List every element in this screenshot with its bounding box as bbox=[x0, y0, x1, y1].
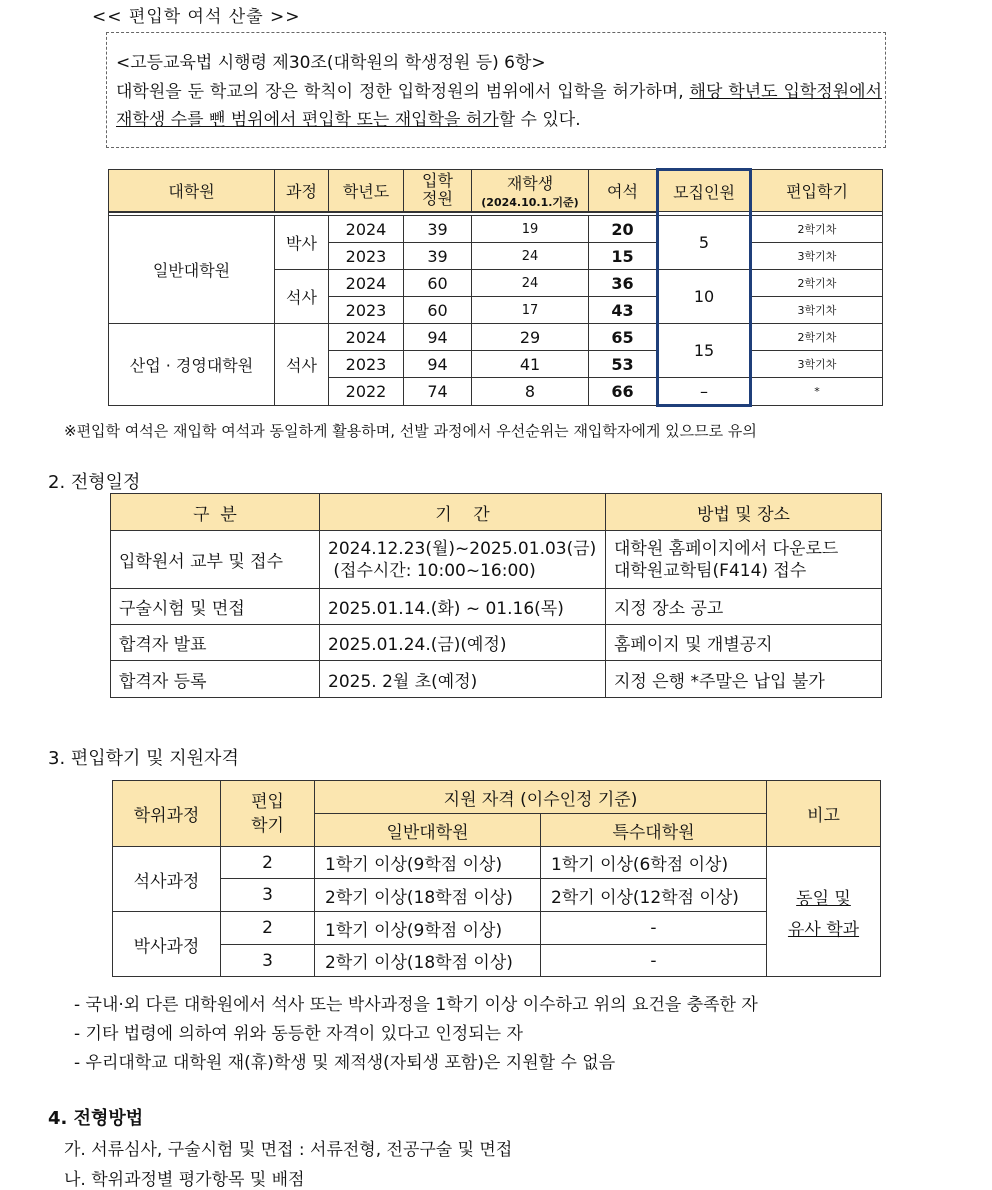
vacancy-note: ※편입학 여석은 재입학 여석과 동일하게 활용하며, 선발 과정에서 우선순위는 재입학자에게 있으므로 유의 bbox=[64, 422, 757, 440]
section3-heading: 3. 편입학기 및 지원자격 bbox=[48, 748, 239, 769]
schedule-place: 지정 은행 *주말은 납입 불가 bbox=[606, 661, 882, 698]
cell-quota: 94 bbox=[404, 351, 472, 378]
method-item-1: 가. 서류심사, 구술시험 및 면접 : 서류전형, 전공구술 및 면접 bbox=[64, 1140, 513, 1160]
cell-enrolled: 24 bbox=[472, 270, 589, 297]
cell-term: 3학기차 bbox=[751, 243, 883, 270]
cell-vacancy: 53 bbox=[589, 351, 658, 378]
schedule-place-line1: 대학원 홈페이지에서 다운로드 bbox=[614, 538, 839, 559]
qual-header-degree: 학위과정 bbox=[113, 781, 221, 847]
cell-vacancy: 66 bbox=[589, 378, 658, 406]
header-recruit: 모집인원 bbox=[658, 170, 751, 212]
table-row bbox=[109, 324, 883, 351]
cell-quota: 60 bbox=[404, 297, 472, 324]
header-enrolled-date: (2024.10.1.기준) bbox=[481, 195, 579, 209]
schedule-period: 2025.01.24.(금)(예정) bbox=[320, 625, 606, 661]
cell-quota: 39 bbox=[404, 243, 472, 270]
cell-year: 2023 bbox=[329, 297, 404, 324]
cell-enrolled: 24 bbox=[472, 243, 589, 270]
school-industry: 산업 · 경영대학원 bbox=[109, 324, 275, 406]
cell-enrolled: 41 bbox=[472, 351, 589, 378]
cell-enrolled: 19 bbox=[472, 216, 589, 243]
header-year: 학년도 bbox=[329, 170, 404, 212]
qual-note-2: - 기타 법령에 의하여 위와 동등한 자격이 있다고 인정되는 자 bbox=[74, 1024, 523, 1044]
schedule-place bbox=[606, 531, 882, 589]
cell-year: 2023 bbox=[329, 243, 404, 270]
schedule-header-period: 기 간 bbox=[320, 494, 606, 531]
qual-term: 2 bbox=[221, 847, 315, 879]
cell-year: 2022 bbox=[329, 378, 404, 406]
table-row bbox=[113, 847, 881, 879]
cell-term: 2학기차 bbox=[751, 270, 883, 297]
cell-year: 2024 bbox=[329, 216, 404, 243]
header-term: 편입학기 bbox=[751, 170, 883, 212]
qual-term: 3 bbox=[221, 945, 315, 977]
section4-heading: 4. 전형방법 bbox=[48, 1108, 144, 1129]
table-row bbox=[113, 879, 881, 912]
table-row bbox=[111, 531, 882, 589]
cell-term: 2학기차 bbox=[751, 324, 883, 351]
cell-recruit: 5 bbox=[658, 216, 751, 270]
qual-special: - bbox=[541, 945, 767, 977]
schedule-item: 합격자 등록 bbox=[111, 661, 320, 698]
table-row bbox=[113, 945, 881, 977]
qual-special: 2학기 이상(12학점 이상) bbox=[541, 879, 767, 912]
cell-vacancy: 20 bbox=[589, 216, 658, 243]
qual-header-qual: 지원 자격 (이수인정 기준) bbox=[315, 781, 767, 814]
qual-remark-line2: 유사 학과 bbox=[787, 919, 860, 940]
header-school: 대학원 bbox=[109, 170, 275, 212]
qual-general: 2학기 이상(18학점 이상) bbox=[315, 879, 541, 912]
qual-remark bbox=[767, 847, 881, 977]
cell-recruit: 10 bbox=[658, 270, 751, 324]
section2-heading: 2. 전형일정 bbox=[48, 472, 141, 493]
qual-term: 2 bbox=[221, 912, 315, 945]
method-item-2: 나. 학위과정별 평가항목 및 배점 bbox=[64, 1170, 305, 1190]
cell-enrolled: 17 bbox=[472, 297, 589, 324]
school-general: 일반대학원 bbox=[109, 216, 275, 324]
cell-term: 3학기차 bbox=[751, 351, 883, 378]
header-course: 과정 bbox=[275, 170, 329, 212]
qual-general: 2학기 이상(18학점 이상) bbox=[315, 945, 541, 977]
table-row bbox=[111, 625, 882, 661]
schedule-place-line2: 대학원교학팀(F414) 접수 bbox=[614, 560, 807, 581]
schedule-period-line2: (접수시간: 10:00~16:00) bbox=[328, 560, 536, 581]
cell-enrolled: 8 bbox=[472, 378, 589, 406]
table-row bbox=[111, 661, 882, 698]
cell-term: 3학기차 bbox=[751, 297, 883, 324]
schedule-item: 합격자 발표 bbox=[111, 625, 320, 661]
qual-header-remark: 비고 bbox=[767, 781, 881, 847]
qual-note-3: - 우리대학교 대학원 재(휴)학생 및 제적생(자퇴생 포함)은 지원할 수 없음 bbox=[74, 1053, 616, 1073]
degree-master: 석사과정 bbox=[113, 847, 221, 912]
table-row bbox=[111, 589, 882, 625]
vacancy-table bbox=[108, 168, 883, 407]
cell-year: 2024 bbox=[329, 270, 404, 297]
cell-recruit: 15 bbox=[658, 324, 751, 378]
qual-header-special: 특수대학원 bbox=[541, 814, 767, 847]
qual-term: 3 bbox=[221, 879, 315, 912]
law-body bbox=[116, 78, 882, 134]
qual-special: 1학기 이상(6학점 이상) bbox=[541, 847, 767, 879]
cell-recruit: – bbox=[658, 378, 751, 406]
qual-note-1: - 국내·외 다른 대학원에서 석사 또는 박사과정을 1학기 이상 이수하고 위의 요건을 충족한 자 bbox=[74, 995, 758, 1015]
qual-general: 1학기 이상(9학점 이상) bbox=[315, 912, 541, 945]
qualification-table bbox=[112, 780, 881, 977]
header-enrolled-label: 재학생 bbox=[506, 173, 554, 193]
qual-header-term: 편입 학기 bbox=[221, 781, 315, 847]
law-body-underlined: 해당 학년도 입학정원에서 재학생 수를 뺀 범위에서 편입학 또는 재입학을 허가 bbox=[116, 82, 882, 130]
schedule-place: 지정 장소 공고 bbox=[606, 589, 882, 625]
schedule-table bbox=[110, 493, 882, 698]
header-enrolled bbox=[472, 170, 589, 212]
header-vacancy: 여석 bbox=[589, 170, 658, 212]
schedule-place: 홈페이지 및 개별공지 bbox=[606, 625, 882, 661]
page-title: << 편입학 여석 산출 >> bbox=[92, 7, 301, 27]
cell-year: 2023 bbox=[329, 351, 404, 378]
schedule-header-place: 방법 및 장소 bbox=[606, 494, 882, 531]
course-doctor: 박사 bbox=[275, 216, 329, 270]
cell-vacancy: 65 bbox=[589, 324, 658, 351]
schedule-period-line1: 2024.12.23(월)~2025.01.03(금) bbox=[328, 538, 597, 559]
schedule-item: 구술시험 및 면접 bbox=[111, 589, 320, 625]
cell-vacancy: 43 bbox=[589, 297, 658, 324]
law-body-plain: 대학원을 둔 학교의 장은 학칙이 정한 입학정원의 범위에서 입학을 허가하며, bbox=[116, 82, 690, 102]
course-master-industry: 석사 bbox=[275, 324, 329, 406]
cell-vacancy: 36 bbox=[589, 270, 658, 297]
qual-general: 1학기 이상(9학점 이상) bbox=[315, 847, 541, 879]
course-master: 석사 bbox=[275, 270, 329, 324]
cell-quota: 60 bbox=[404, 270, 472, 297]
schedule-item: 입학원서 교부 및 접수 bbox=[111, 531, 320, 589]
cell-vacancy: 15 bbox=[589, 243, 658, 270]
cell-term: * bbox=[751, 378, 883, 406]
cell-quota: 94 bbox=[404, 324, 472, 351]
law-body-end: 할 수 있다. bbox=[498, 110, 581, 130]
schedule-period: 2025.01.14.(화) ~ 01.16(목) bbox=[320, 589, 606, 625]
schedule-period: 2025. 2월 초(예정) bbox=[320, 661, 606, 698]
qual-remark-line1: 동일 및 bbox=[796, 888, 851, 909]
table-row bbox=[113, 912, 881, 945]
cell-enrolled: 29 bbox=[472, 324, 589, 351]
cell-quota: 74 bbox=[404, 378, 472, 406]
header-quota: 입학 정원 bbox=[404, 170, 472, 212]
degree-doctor: 박사과정 bbox=[113, 912, 221, 977]
law-heading: <고등교육법 시행령 제30조(대학원의 학생정원 등) 6항> bbox=[116, 53, 546, 73]
qual-header-general: 일반대학원 bbox=[315, 814, 541, 847]
cell-year: 2024 bbox=[329, 324, 404, 351]
table-row bbox=[109, 216, 883, 243]
cell-term: 2학기차 bbox=[751, 216, 883, 243]
schedule-period bbox=[320, 531, 606, 589]
cell-quota: 39 bbox=[404, 216, 472, 243]
qual-special: - bbox=[541, 912, 767, 945]
schedule-header-item: 구 분 bbox=[111, 494, 320, 531]
